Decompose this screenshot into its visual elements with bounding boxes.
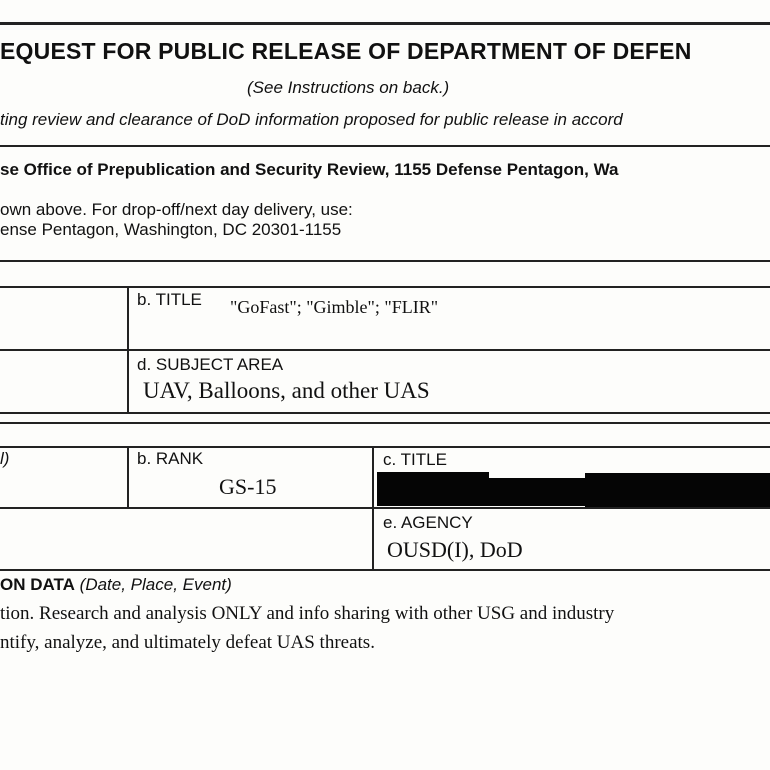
divider bbox=[0, 349, 770, 351]
document-title-value: "GoFast"; "Gimble"; "FLIR" bbox=[230, 297, 439, 317]
author-name-label-fragment: l) bbox=[0, 449, 10, 468]
office-line: se Office of Prepublication and Security Review, 1155 Defense Pentagon, Wa bbox=[0, 160, 619, 179]
purpose-line: ting review and clearance of DoD information proposed for public release in accord bbox=[0, 110, 623, 129]
redaction-bar bbox=[585, 473, 770, 507]
divider bbox=[0, 260, 770, 262]
form-title: EQUEST FOR PUBLIC RELEASE OF DEPARTMENT OF DEFEN bbox=[0, 38, 692, 64]
remarks-line: ntify, analyze, and ultimately defeat UAS threats. bbox=[0, 632, 375, 653]
divider bbox=[0, 422, 770, 424]
instructions-note: (See Instructions on back.) bbox=[247, 78, 450, 97]
remarks-line: tion. Research and analysis ONLY and info sharing with other USG and industry bbox=[0, 603, 615, 624]
top-border bbox=[0, 22, 770, 25]
subject-area-value: UAV, Balloons, and other UAS bbox=[143, 378, 430, 403]
redaction-bar bbox=[377, 472, 489, 506]
divider bbox=[0, 507, 770, 509]
redaction-bar bbox=[480, 478, 590, 506]
agency-value: OUSD(I), DoD bbox=[387, 537, 523, 562]
column-divider bbox=[127, 446, 129, 508]
author-title-label: c. TITLE bbox=[383, 450, 447, 469]
address-line: ense Pentagon, Washington, DC 20301-1155 bbox=[0, 220, 342, 239]
rank-label: b. RANK bbox=[137, 449, 204, 468]
divider bbox=[0, 412, 770, 414]
presentation-data-label bbox=[0, 575, 232, 595]
presentation-label-bold: ON DATA bbox=[0, 575, 75, 594]
divider bbox=[0, 286, 770, 288]
agency-label: e. AGENCY bbox=[383, 513, 473, 532]
subject-area-label: d. SUBJECT AREA bbox=[137, 355, 284, 374]
divider bbox=[0, 569, 770, 571]
document-title-label: b. TITLE bbox=[137, 290, 202, 309]
delivery-line: own above. For drop-off/next day delivery, use: bbox=[0, 200, 353, 219]
presentation-label-italic: (Date, Place, Event) bbox=[79, 575, 232, 594]
divider bbox=[0, 446, 770, 448]
rank-value: GS-15 bbox=[219, 474, 277, 499]
divider bbox=[0, 145, 770, 147]
